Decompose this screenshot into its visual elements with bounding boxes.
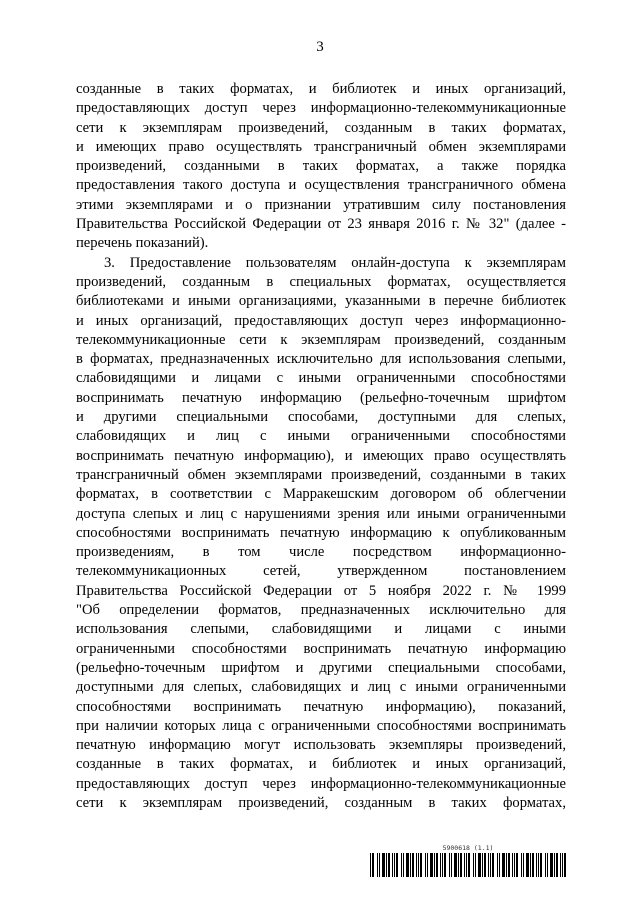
text-line: перечень показаний). bbox=[76, 235, 209, 252]
barcode-bar bbox=[523, 853, 524, 877]
barcode-bar bbox=[506, 853, 507, 877]
barcode-bar bbox=[466, 853, 467, 877]
barcode-bar bbox=[484, 853, 486, 877]
barcode-bar bbox=[406, 853, 409, 877]
text-line: сети к экземплярам произведений, созданным в таких форматах, bbox=[76, 794, 566, 811]
barcode-bar bbox=[449, 853, 450, 877]
text-line: "Об определении форматов, предназначенных исключительно для bbox=[76, 602, 566, 619]
barcode-bar bbox=[394, 853, 395, 877]
barcode-bar bbox=[499, 853, 500, 877]
barcode-bar bbox=[538, 853, 539, 877]
text-line: при наличии которых лица с ограниченными способностями воспринимать bbox=[76, 717, 566, 734]
barcode-bar bbox=[460, 853, 462, 877]
barcode-bar bbox=[392, 853, 393, 877]
barcode-bar bbox=[454, 853, 457, 877]
text-line: трансграничный обмен экземплярами произведений, созданными в таких bbox=[76, 466, 566, 483]
text-line: доступа слепых и лиц с нарушениями зрения или иными ограниченными bbox=[76, 505, 566, 522]
text-line: печатную информацию могут использовать экземпляры произведений, bbox=[76, 737, 566, 754]
text-line: ограниченными способностями воспринимать печатную информацию bbox=[76, 640, 566, 657]
text-line: воспринимать печатную информацию), и имеющих право осуществлять bbox=[76, 447, 566, 464]
text-line: произведений, созданным в специальных форматах, осуществляется bbox=[76, 273, 566, 290]
barcode-bar bbox=[379, 853, 380, 877]
barcode-bar bbox=[451, 853, 452, 877]
barcode-bar bbox=[412, 853, 414, 877]
barcode-bar bbox=[540, 853, 542, 877]
text-line: в форматах, предназначенных исключительно для использования слепыми, bbox=[76, 351, 566, 368]
barcode-bar bbox=[388, 853, 390, 877]
barcode-bar bbox=[547, 853, 548, 877]
barcode-bar bbox=[560, 853, 561, 877]
text-line: слабовидящих и лиц с иными ограниченными способностями bbox=[76, 428, 566, 445]
barcode-bar bbox=[521, 853, 522, 877]
barcode-bar bbox=[516, 853, 518, 877]
text-line: слабовидящими и лицами с иными ограниченными способностями bbox=[76, 370, 566, 387]
text-line: Правительства Российской Федерации от 5 ноября 2022 г. № 1999 bbox=[76, 582, 566, 599]
barcode-bar bbox=[436, 853, 438, 877]
barcode-bar bbox=[444, 853, 446, 877]
barcode-bar bbox=[545, 853, 546, 877]
text-line: доступными для слепых, слабовидящих и лиц с иными ограниченными bbox=[76, 679, 566, 696]
text-line: и иных организаций, предоставляющих доступ через информационно- bbox=[76, 312, 566, 329]
barcode-bar bbox=[490, 853, 491, 877]
barcode-label: 5900618 (1.1) bbox=[442, 844, 494, 852]
barcode-bar bbox=[564, 853, 566, 877]
barcode-bar bbox=[562, 853, 563, 877]
text-line: воспринимать печатную информацию (рельефно-точечным шрифтом bbox=[76, 389, 566, 406]
text-line: предоставления такого доступа и осуществления трансграничного обмена bbox=[76, 177, 566, 194]
barcode-bar bbox=[532, 853, 534, 877]
barcode-bar bbox=[475, 853, 476, 877]
text-line: произведениям, в том числе посредством информационно- bbox=[76, 544, 566, 561]
barcode-bar bbox=[554, 853, 555, 877]
barcode-bar bbox=[434, 853, 435, 877]
text-line: способностями воспринимать печатную информацию к опубликованным bbox=[76, 524, 566, 541]
text-line: способностями воспринимать печатную информацию), показаний, bbox=[76, 698, 566, 715]
barcode-bar bbox=[430, 853, 433, 877]
text-line: телекоммуникационных сетей, утвержденном постановлением bbox=[76, 563, 566, 580]
barcode-bar bbox=[440, 853, 441, 877]
barcode-bar bbox=[410, 853, 411, 877]
text-line: созданные в таких форматах, и библиотек и иных организаций, bbox=[76, 81, 566, 97]
barcode-bar bbox=[403, 853, 404, 877]
barcode-bar bbox=[377, 853, 378, 877]
barcode-bar bbox=[420, 853, 422, 877]
barcode-bar bbox=[382, 853, 385, 877]
text-line: форматах, в соответствии с Марракешским договором об облегчении bbox=[76, 486, 566, 503]
barcode-bar bbox=[536, 853, 537, 877]
text-line: созданные в таких форматах, и библиотек и иных организаций, bbox=[76, 756, 566, 773]
text-line: Правительства Российской Федерации от 23 января 2016 г. № 32" (далее - bbox=[76, 216, 566, 233]
barcode-bar bbox=[416, 853, 417, 877]
barcode-bar bbox=[418, 853, 419, 877]
text-line: и имеющих право осуществлять трансграничный обмен экземплярами bbox=[76, 138, 566, 155]
barcode-bar bbox=[514, 853, 515, 877]
barcode-bar bbox=[508, 853, 510, 877]
barcode-bar bbox=[488, 853, 489, 877]
barcode-bar bbox=[442, 853, 443, 877]
barcode-bar bbox=[468, 853, 470, 877]
text-line: предоставляющих доступ через информационно-телекоммуникационные bbox=[76, 100, 566, 117]
barcode-bar bbox=[372, 853, 374, 877]
text-line: сети к экземплярам произведений, созданным в таких форматах, bbox=[76, 119, 566, 136]
barcode-bar bbox=[386, 853, 387, 877]
paragraph-first-line: 3. Предоставление пользователям онлайн-доступа к экземплярам bbox=[104, 254, 566, 271]
barcode-icon bbox=[368, 853, 568, 877]
text-line: предоставляющих доступ через информационно-телекоммуникационные bbox=[76, 775, 566, 792]
text-line: (рельефно-точечным шрифтом и другими специальными способами, bbox=[76, 659, 566, 676]
page-number: 3 bbox=[316, 39, 324, 55]
barcode-bar bbox=[482, 853, 483, 877]
barcode-bar bbox=[556, 853, 558, 877]
barcode-bar bbox=[492, 853, 494, 877]
barcode-bar bbox=[425, 853, 426, 877]
text-line: этими экземплярами и о признании утратившим силу постановления bbox=[76, 196, 566, 213]
barcode-bar bbox=[396, 853, 398, 877]
barcode-bar bbox=[530, 853, 531, 877]
barcode-bar bbox=[512, 853, 513, 877]
barcode-bar bbox=[473, 853, 474, 877]
barcode-bar bbox=[550, 853, 553, 877]
text-line: телекоммуникационные сети к экземплярам произведений, созданным bbox=[76, 331, 566, 348]
barcode-bar bbox=[502, 853, 505, 877]
text-line: использования слепыми, слабовидящими и лицами с иными bbox=[76, 621, 566, 638]
barcode-bar bbox=[497, 853, 498, 877]
body-text bbox=[76, 80, 566, 813]
barcode-bar bbox=[370, 853, 371, 877]
text-line: произведений, созданными в таких форматах, а также порядка bbox=[76, 158, 566, 175]
barcode-bar bbox=[526, 853, 529, 877]
barcode-bar bbox=[427, 853, 428, 877]
text-line: библиотеками и иными организациями, указанными в перечне библиотек bbox=[76, 293, 566, 310]
barcode-bar bbox=[464, 853, 465, 877]
text-line: и другими специальными способами, доступными для слепых, bbox=[76, 409, 566, 426]
barcode-bar bbox=[458, 853, 459, 877]
barcode-block bbox=[368, 844, 568, 878]
barcode-bar bbox=[401, 853, 402, 877]
barcode-bar bbox=[478, 853, 481, 877]
